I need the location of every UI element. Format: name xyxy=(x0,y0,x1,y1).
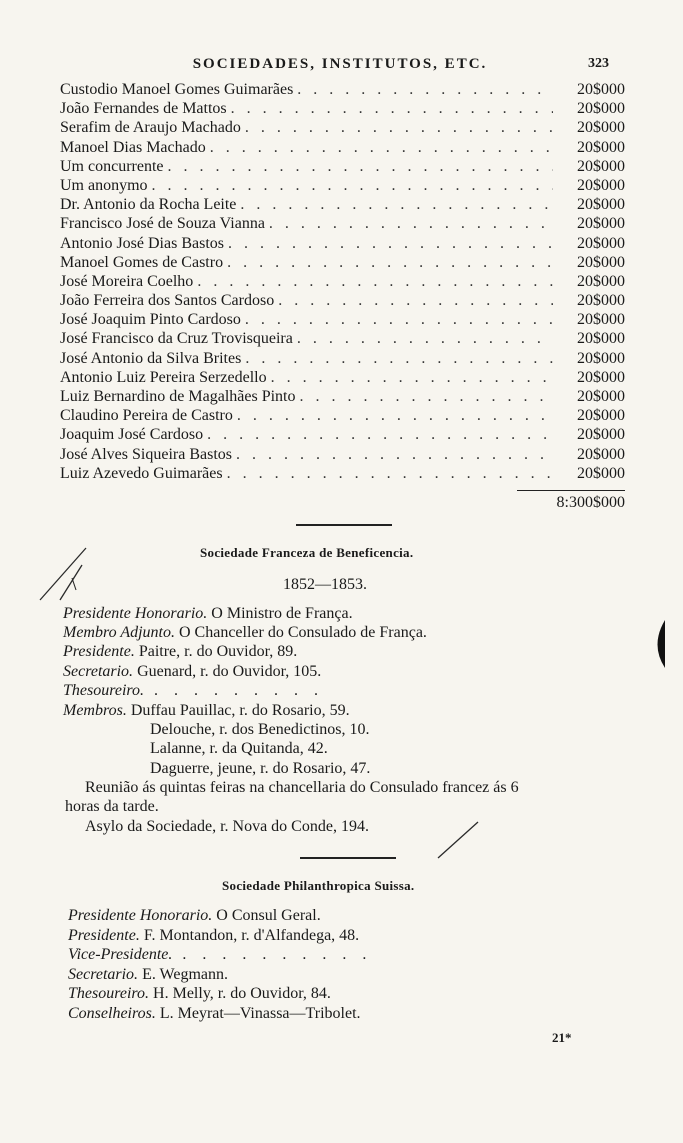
swiss-society-title: Sociedade Philanthropica Suissa. xyxy=(222,878,415,893)
officer-value: F. Montandon, r. d'Alfandega, 48. xyxy=(143,927,360,944)
meeting-note-continued: horas da tarde. xyxy=(65,798,159,815)
officer-value: O Consul Geral. xyxy=(216,907,321,924)
subscription-amount: 20$000 xyxy=(577,407,625,425)
subscriber-name: Manoel Dias Machado xyxy=(60,138,206,156)
subscription-amount: 20$000 xyxy=(577,138,625,156)
officer-value: O Ministro de França. xyxy=(211,605,353,622)
officer-value: O Chanceller do Consulado de França. xyxy=(179,624,427,641)
officer-value: E. Wegmann. xyxy=(142,966,229,983)
signature-mark: 21* xyxy=(552,1030,572,1045)
officer-role: Secretario. xyxy=(68,966,139,983)
officer-value: Guenard, r. do Ouvidor, 105. xyxy=(137,663,322,680)
subscriber-name: José Alves Siqueira Bastos xyxy=(60,445,232,463)
officer-value: L. Meyrat—Vinassa—Tribolet. xyxy=(159,1005,361,1022)
officer-role: Presidente Honorario. xyxy=(63,605,208,622)
subscription-amount: 20$000 xyxy=(577,119,625,137)
member-row: Delouche, r. dos Benedictinos, 10. xyxy=(150,721,370,738)
subscriber-name: Joaquim José Cardoso xyxy=(60,426,204,444)
page-number: 323 xyxy=(588,56,609,71)
subscription-amount: 20$000 xyxy=(577,272,625,290)
member-row: Lalanne, r. da Quitanda, 42. xyxy=(150,740,328,757)
subscription-amount: 20$000 xyxy=(577,311,625,329)
subscription-amount: 20$000 xyxy=(577,426,625,444)
officer-role: Presidente. xyxy=(63,643,135,660)
officer-value: Duffau Pauillac, r. do Rosario, 59. xyxy=(130,702,350,719)
french-society-years: 1852—1853. xyxy=(283,576,367,593)
dot-leader: . . . . . . . . . . xyxy=(172,946,373,963)
officer-role: Thesoureiro. xyxy=(63,682,145,699)
subscription-amount: 20$000 xyxy=(577,215,625,233)
subscriber-name: Claudino Pereira de Castro xyxy=(60,407,233,425)
subscription-amount: 20$000 xyxy=(577,464,625,482)
subscriber-name: João Fernandes de Mattos xyxy=(60,100,227,118)
subscriber-name: Dr. Antonio da Rocha Leite xyxy=(60,196,237,214)
subscription-amount: 20$000 xyxy=(577,349,625,367)
officer-role: Thesoureiro. xyxy=(68,985,150,1002)
subscription-amount: 20$000 xyxy=(577,388,625,405)
asylum-note: Asylo da Sociedade, r. Nova do Conde, 194. xyxy=(85,818,369,835)
pencil-tick-left xyxy=(72,578,76,590)
running-title: SOCIEDADES, INSTITUTOS, ETC. xyxy=(192,56,488,72)
subscription-amount: 20$000 xyxy=(577,330,625,348)
subscriber-name: José Antonio da Silva Brites xyxy=(60,349,242,367)
subscription-amount: 20$000 xyxy=(577,292,625,310)
pencil-slash-left xyxy=(40,548,86,600)
subscription-amount: 20$000 xyxy=(577,196,625,214)
french-society-title: Sociedade Franceza de Beneficencia. xyxy=(200,545,414,560)
subscription-amount: 20$000 xyxy=(577,368,625,386)
subscription-amount: 20$000 xyxy=(577,157,625,175)
subscriber-name: José Moreira Coelho xyxy=(60,272,194,290)
subscription-amount: 20$000 xyxy=(577,445,625,463)
subscriber-name: Antonio José Dias Bastos xyxy=(60,234,224,252)
officer-role: Conselheiros. xyxy=(68,1005,156,1022)
officer-role: Membros. xyxy=(63,702,127,719)
subscriber-name: Antonio Luiz Pereira Serzedello xyxy=(60,368,267,386)
subscriber-name: Um concurrente xyxy=(60,157,164,175)
officer-value: H. Melly, r. do Ouvidor, 84. xyxy=(153,985,331,1002)
subscriber-name: Luiz Bernardino de Magalhães Pinto xyxy=(60,388,296,405)
officer-role: Vice-Presidente. xyxy=(68,946,173,963)
member-row: Daguerre, jeune, r. do Rosario, 47. xyxy=(150,760,371,777)
officer-role: Presidente Honorario. xyxy=(68,907,213,924)
pencil-slash-left-2 xyxy=(60,565,82,600)
subscription-amount: 20$000 xyxy=(577,253,625,271)
meeting-note: Reunião ás quintas feiras na chancellaria do Consulado francez ás 6 xyxy=(85,779,519,796)
subscriber-name: José Francisco da Cruz Trovisqueira xyxy=(60,330,293,348)
officer-role: Presidente. xyxy=(68,927,140,944)
officer-role: Membro Adjunto. xyxy=(63,624,175,641)
page-edge-shadow xyxy=(658,620,666,668)
subscriber-name: Francisco José de Souza Vianna xyxy=(60,215,265,233)
subscriber-name: Luiz Azevedo Guimarães xyxy=(60,464,223,482)
officer-value: Paitre, r. do Ouvidor, 89. xyxy=(138,643,298,660)
subscriptions-total: 8:300$000 xyxy=(556,494,625,511)
subscriber-name: Serafim de Araujo Machado xyxy=(60,119,241,137)
subscriber-name: Manoel Gomes de Castro xyxy=(60,253,224,271)
subscriber-name: João Ferreira dos Santos Cardoso xyxy=(60,292,275,310)
subscription-amount: 20$000 xyxy=(577,81,625,98)
pencil-slash-right xyxy=(438,822,478,858)
subscriber-name: Custodio Manoel Gomes Guimarães xyxy=(60,81,294,98)
subscription-amount: 20$000 xyxy=(577,234,625,252)
subscription-amount: 20$000 xyxy=(577,176,625,194)
subscriber-name: José Joaquim Pinto Cardoso xyxy=(60,311,241,329)
subscription-amount: 20$000 xyxy=(577,100,625,118)
subscriber-name: Um anonymo xyxy=(60,176,148,194)
officer-role: Secretario. xyxy=(63,663,134,680)
dot-leader: . . . . . . . . . xyxy=(144,682,325,699)
